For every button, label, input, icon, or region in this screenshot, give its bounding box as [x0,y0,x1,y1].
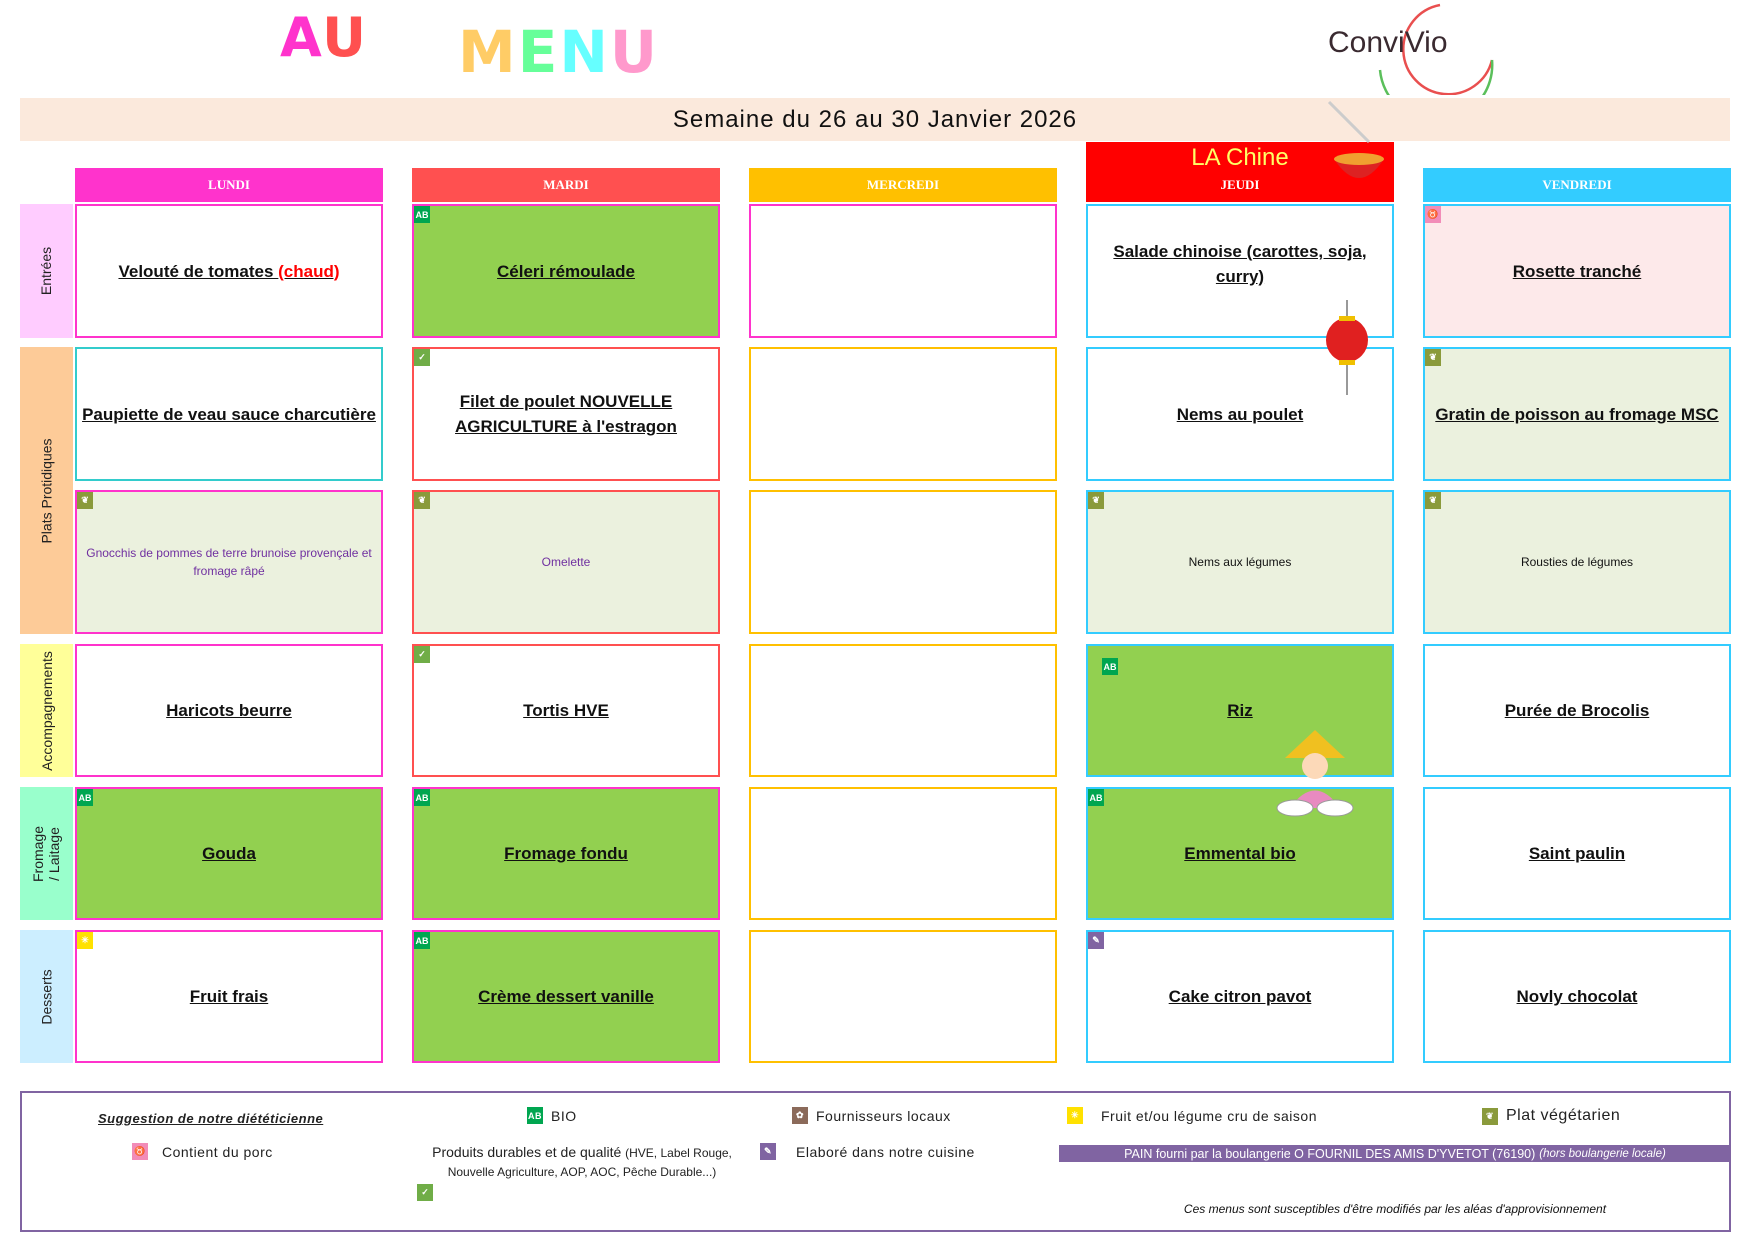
dish-name: Novly chocolat [1516,987,1638,1006]
dish-label [1227,698,1253,723]
dish-label [504,841,628,866]
menu-cell [412,490,720,634]
dish-label [190,984,268,1009]
fruit-icon: ✳ [77,932,93,949]
dish-label [81,544,377,580]
dish-name: Gouda [202,844,256,863]
dish-name: Filet de poulet NOUVELLE AGRICULTURE à l'estragon [455,392,677,436]
title-menu-letter: N [559,18,610,86]
dish-name: Emmental bio [1184,844,1296,863]
veg-icon: ❦ [77,492,93,509]
menu-cell [749,787,1057,920]
title-au [280,6,368,69]
theme-title: LA Chine [1191,144,1289,171]
dish-name: Velouté de tomates [118,261,279,281]
chinese-girl-illustration [1270,728,1360,823]
menu-cell [412,787,720,920]
bread-text: PAIN fourni par la boulangerie O FOURNIL DES AMIS D'YVETOT (76190) [1124,1146,1536,1161]
dish-name: Haricots beurre [166,701,292,720]
row-label-text: Fromage / Laitage [30,825,63,882]
menu-cell [749,204,1057,338]
row-label-text: Plats Protidiques [38,437,55,544]
legend-quality-detail: (HVE, Label Rouge, Nouvelle Agriculture, AOP, AOC, Pêche Durable...) [447,1146,732,1179]
bread-banner [1059,1145,1731,1162]
legend-pork: Contient du porc [162,1143,273,1160]
row-label [20,347,73,634]
bread-note: (hors boulangerie locale) [1539,1147,1666,1160]
bio-icon: AB [527,1107,543,1124]
dish-label [1184,841,1295,866]
menu-cell [412,204,720,338]
legend-kitchen: Elaboré dans notre cuisine [796,1143,975,1160]
menu-cell [75,787,383,920]
lantern-icon [1325,300,1370,395]
veg-icon: ❦ [1425,349,1441,366]
kitchen-icon: ✎ [1088,932,1104,949]
dish-label [202,841,256,866]
row-label-text: Entrées [38,246,55,296]
row-label [20,930,73,1063]
legend-quality-main: Produits durables et de qualité [432,1144,622,1160]
dish-name: Riz [1227,701,1253,720]
row-label [20,787,73,920]
week-banner: Semaine du 26 au 30 Janvier 2026 [20,98,1730,141]
legend-quality [417,1143,747,1181]
menu-cell [1423,644,1731,777]
row-label [20,204,73,338]
menu-cell [1423,930,1731,1063]
title-menu-letter: M [458,18,518,86]
dish-name: Fromage fondu [504,844,628,863]
dish-label [1169,984,1312,1009]
legend-local: Fournisseurs locaux [816,1107,951,1124]
dish-label [1517,984,1638,1009]
dish-name: Purée de Brocolis [1504,701,1650,720]
dish-name: Omelette [541,555,591,569]
menu-cell [749,644,1057,777]
dish-label [166,698,292,723]
pork-icon: ♉ [132,1143,148,1160]
disclaimer: Ces menus sont susceptibles d'être modifiés par les aléas d'approvisionnement [1183,1202,1607,1216]
day-header-vendredi: VENDREDI [1423,168,1731,202]
day-header-mercredi: MERCREDI [749,168,1057,202]
quality-icon: ✓ [417,1184,433,1201]
dish-name: Paupiette de veau sauce charcutière [82,404,376,424]
bio-icon: AB [414,932,430,949]
row-label-text: Desserts [38,968,55,1025]
dish-label [1189,553,1292,571]
title-menu-letter: E [517,18,560,86]
menu-cell [75,204,383,338]
bio-icon: AB [414,789,430,806]
menu-cell [412,930,720,1063]
dish-name: Nems aux légumes [1188,555,1292,569]
legend-veg: Plat végétarien [1506,1107,1621,1124]
dish-label [1435,402,1718,427]
legend-bio: BIO [551,1107,577,1124]
dish-name: Gnocchis de pommes de terre brunoise provençale et fromage râpé [86,546,372,578]
menu-cell [412,644,720,777]
menu-cell [749,347,1057,481]
dish-label [418,389,714,439]
title-au-letter: U [322,6,368,69]
legend-fruit: Fruit et/ou légume cru de saison [1101,1107,1317,1124]
quality-icon: ✓ [414,646,430,663]
menu-cell [75,347,383,481]
local-supplier-icon: ✿ [792,1107,808,1124]
dish-label [478,984,654,1009]
legend-suggestion: Suggestion de notre diététicienne [98,1111,324,1126]
veg-icon: ❦ [414,492,430,509]
dish-label [118,259,339,284]
convivio-logo [1320,0,1505,95]
menu-cell [1086,930,1394,1063]
title-menu-letter: U [609,18,659,86]
bio-icon: AB [414,206,430,223]
dish-name: Gratin de poisson au fromage MSC [1435,404,1719,424]
homemade-icon: ✎ [760,1143,776,1160]
dish-name: Salade chinoise (carottes, soja, curry) [1113,242,1367,286]
menu-cell [412,347,720,481]
menu-cell [75,930,383,1063]
dish-label [523,698,609,723]
veg-icon: ❦ [1425,492,1441,509]
row-label [20,644,73,777]
dish-name: Tortis HVE [523,701,609,720]
fruit-icon: ✳ [1067,1107,1083,1124]
quality-icon: ✓ [414,349,430,366]
menu-cell [1423,490,1731,634]
menu-cell [749,930,1057,1063]
veg-icon: ❦ [1088,492,1104,509]
row-label-text: Accompagnements [38,650,55,771]
day-header-jeudi: JEUDI [1220,177,1260,192]
menu-cell [1086,490,1394,634]
bio-icon: AB [1102,658,1118,675]
dish-label [82,402,376,427]
dish-label [1092,239,1388,289]
dish-name: Rosette tranché [1512,261,1642,281]
dish-name: Nems au poulet [1176,404,1304,424]
menu-cell [75,490,383,634]
dish-label [542,553,591,571]
menu-cell [1423,787,1731,920]
day-header-lundi: LUNDI [75,168,383,202]
vegetarian-icon: ❦ [1482,1108,1498,1125]
dish-label [1177,402,1304,427]
menu-cell [75,644,383,777]
dish-note: (chaud) [278,261,340,281]
menu-cell [749,490,1057,634]
dish-label [1505,698,1650,723]
dish-label [1529,841,1625,866]
day-header-mardi: MARDI [412,168,720,202]
dish-name: Rousties de légumes [1520,555,1634,569]
bio-icon: AB [77,789,93,806]
title-au-letter: A [280,6,323,69]
dish-name: Céleri rémoulade [497,261,635,281]
dish-label [1513,259,1641,284]
dish-name: Saint paulin [1528,844,1626,863]
dish-name: Crème dessert vanille [478,987,654,1006]
dish-label [1521,553,1633,571]
dish-label [497,259,635,284]
menu-cell [1423,347,1731,481]
title-menu [458,18,659,86]
dish-name: Fruit frais [189,987,269,1006]
pork-icon: ♉ [1425,206,1441,223]
logo-text: ConviVio [1328,26,1448,59]
bio-icon: AB [1088,789,1104,806]
menu-cell [1423,204,1731,338]
legend [20,1091,1731,1232]
dish-name: Cake citron pavot [1168,987,1312,1006]
